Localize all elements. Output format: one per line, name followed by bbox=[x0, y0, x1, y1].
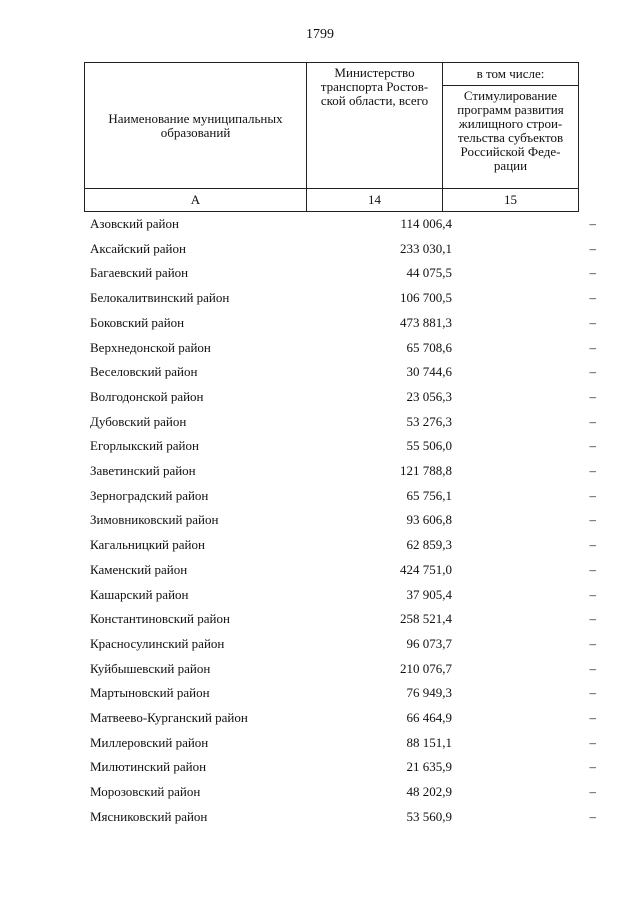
municipality-name: Волгодонской район bbox=[90, 388, 204, 404]
header-housing-subsidy: Стимулирование программ развития жилищного строи-тельства субъектов Российской Феде-рации bbox=[443, 86, 579, 189]
total-value: 66 464,9 bbox=[406, 710, 452, 725]
table-header bbox=[84, 62, 579, 212]
total-value: 473 881,3 bbox=[400, 314, 452, 330]
table-row bbox=[90, 708, 596, 728]
total-value: 233 030,1 bbox=[400, 240, 452, 256]
subsidy-value: – bbox=[589, 635, 596, 651]
municipality-name: Миллеровский район bbox=[90, 734, 209, 750]
table-row bbox=[90, 560, 596, 580]
municipality-name: Верхнедонской район bbox=[90, 339, 211, 355]
table-row bbox=[90, 585, 596, 605]
column-number-15: 15 bbox=[443, 189, 579, 212]
municipality-name: Зимовниковский район bbox=[90, 512, 219, 528]
table-row bbox=[90, 659, 596, 679]
municipality-name: Азовский район bbox=[90, 216, 179, 231]
total-value: 424 751,0 bbox=[400, 561, 452, 577]
municipality-name: Заветинский район bbox=[90, 463, 196, 478]
table-row bbox=[90, 634, 596, 654]
total-value: 210 076,7 bbox=[400, 660, 452, 676]
municipality-name: Аксайский район bbox=[90, 240, 186, 256]
total-value: 65 756,1 bbox=[406, 487, 452, 503]
subsidy-value: – bbox=[589, 290, 596, 306]
subsidy-value: – bbox=[589, 611, 596, 627]
table-row bbox=[90, 214, 596, 234]
header-municipality: Наименование муниципальных образований bbox=[85, 63, 307, 189]
municipality-name: Мясниковский район bbox=[90, 808, 208, 824]
subsidy-value: – bbox=[589, 339, 596, 355]
municipality-name: Милютинский район bbox=[90, 759, 207, 775]
municipality-name: Мартыновский район bbox=[90, 685, 210, 701]
total-value: 53 276,3 bbox=[406, 413, 452, 429]
subsidy-value: – bbox=[589, 364, 596, 380]
subsidy-value: – bbox=[589, 512, 596, 528]
municipality-name: Константиновский район bbox=[90, 611, 230, 627]
municipality-name: Кагальницкий район bbox=[90, 537, 205, 553]
subsidy-value: – bbox=[589, 314, 596, 330]
municipality-name: Красносулинский район bbox=[90, 635, 225, 651]
table-row bbox=[90, 683, 596, 703]
table-row bbox=[90, 362, 596, 382]
municipality-name: Дубовский район bbox=[90, 413, 187, 429]
table-row bbox=[90, 609, 596, 629]
total-value: 53 560,9 bbox=[406, 808, 452, 824]
subsidy-value: – bbox=[589, 784, 596, 800]
table-row bbox=[90, 757, 596, 777]
municipality-name: Куйбышевский район bbox=[90, 660, 211, 676]
municipality-name: Белокалитвинский район bbox=[90, 290, 230, 306]
table-row bbox=[90, 313, 596, 333]
subsidy-value: – bbox=[589, 808, 596, 824]
total-value: 258 521,4 bbox=[400, 611, 452, 627]
subsidy-value: – bbox=[589, 216, 596, 231]
total-value: 23 056,3 bbox=[406, 388, 452, 404]
subsidy-value: – bbox=[589, 561, 596, 577]
table-row bbox=[90, 412, 596, 432]
municipality-name: Морозовский район bbox=[90, 784, 201, 800]
column-number-a: А bbox=[85, 189, 307, 212]
page-number: 1799 bbox=[306, 27, 334, 42]
total-value: 48 202,9 bbox=[406, 784, 452, 800]
table-row bbox=[90, 436, 596, 456]
municipality-name: Зерноградский район bbox=[90, 487, 209, 503]
table-row bbox=[90, 338, 596, 358]
municipality-name: Матвеево-Курганский район bbox=[90, 710, 248, 725]
municipality-name: Каменский район bbox=[90, 561, 188, 577]
subsidy-value: – bbox=[589, 710, 596, 725]
subsidy-value: – bbox=[589, 240, 596, 256]
total-value: 88 151,1 bbox=[406, 734, 452, 750]
header-ministry-total: Министерство транспорта Ростов-ской области, всего bbox=[307, 63, 443, 189]
total-value: 93 606,8 bbox=[406, 512, 452, 528]
total-value: 121 788,8 bbox=[400, 463, 452, 478]
subsidy-value: – bbox=[589, 586, 596, 602]
subsidy-value: – bbox=[589, 537, 596, 553]
total-value: 114 006,4 bbox=[400, 216, 452, 231]
municipality-name: Веселовский район bbox=[90, 364, 198, 380]
table-row bbox=[90, 486, 596, 506]
total-value: 44 075,5 bbox=[406, 265, 452, 281]
total-value: 21 635,9 bbox=[406, 759, 452, 775]
subsidy-value: – bbox=[589, 759, 596, 775]
table-row bbox=[90, 807, 596, 827]
table-row bbox=[90, 239, 596, 259]
municipality-name: Багаевский район bbox=[90, 265, 189, 281]
subsidy-value: – bbox=[589, 487, 596, 503]
table-row bbox=[90, 510, 596, 530]
table-row bbox=[90, 387, 596, 407]
table-row bbox=[90, 733, 596, 753]
total-value: 30 744,6 bbox=[406, 364, 452, 380]
total-value: 106 700,5 bbox=[400, 290, 452, 306]
municipality-name: Егорлыкский район bbox=[90, 438, 199, 454]
table-row bbox=[90, 263, 596, 283]
subsidy-value: – bbox=[589, 388, 596, 404]
column-number-14: 14 bbox=[307, 189, 443, 212]
subsidy-value: – bbox=[589, 463, 596, 478]
total-value: 76 949,3 bbox=[406, 685, 452, 701]
subsidy-value: – bbox=[589, 265, 596, 281]
municipality-name: Боковский район bbox=[90, 314, 185, 330]
total-value: 55 506,0 bbox=[406, 438, 452, 454]
table-row bbox=[90, 288, 596, 308]
total-value: 65 708,6 bbox=[406, 339, 452, 355]
header-including: в том числе: bbox=[443, 63, 579, 86]
subsidy-value: – bbox=[589, 734, 596, 750]
subsidy-value: – bbox=[589, 438, 596, 454]
total-value: 62 859,3 bbox=[406, 537, 452, 553]
subsidy-value: – bbox=[589, 660, 596, 676]
subsidy-value: – bbox=[589, 685, 596, 701]
total-value: 96 073,7 bbox=[406, 635, 452, 651]
subsidy-value: – bbox=[589, 413, 596, 429]
municipality-name: Кашарский район bbox=[90, 586, 189, 602]
table-row bbox=[90, 461, 596, 481]
total-value: 37 905,4 bbox=[406, 586, 452, 602]
table-row bbox=[90, 535, 596, 555]
table-row bbox=[90, 782, 596, 802]
